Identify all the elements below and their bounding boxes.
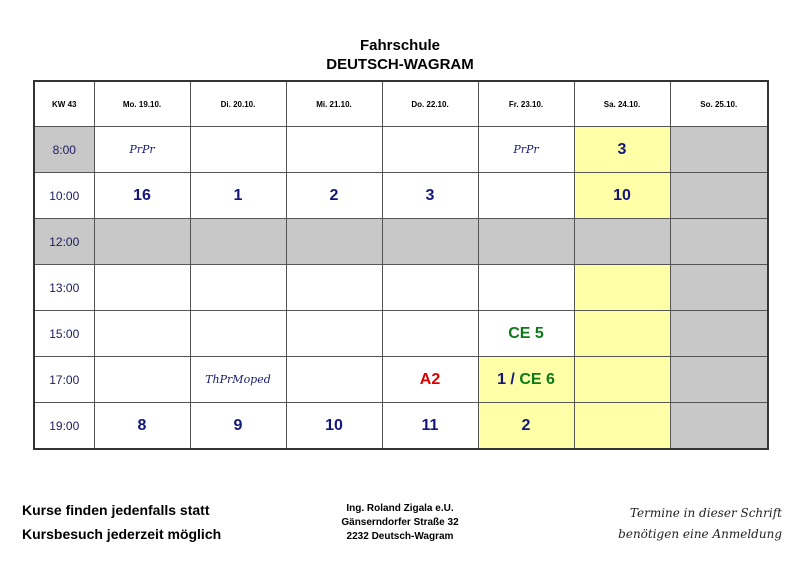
slot-cell: 1 xyxy=(190,173,286,219)
table-row xyxy=(34,173,768,219)
slot-cell xyxy=(670,127,768,173)
page-title xyxy=(0,36,800,74)
table-row xyxy=(34,357,768,403)
script-note-line: Termine in dieser Schrift xyxy=(629,506,782,520)
day-header: Do. 22.10. xyxy=(382,81,478,127)
slot-cell xyxy=(94,219,190,265)
time-cell: 17:00 xyxy=(34,357,94,403)
slot-cell xyxy=(478,219,574,265)
slot-cell xyxy=(670,311,768,357)
slot-cell xyxy=(190,311,286,357)
table-row xyxy=(34,219,768,265)
slot-cell xyxy=(94,357,190,403)
slot-cell: 3 xyxy=(382,173,478,219)
slot-cell xyxy=(286,265,382,311)
time-cell: 15:00 xyxy=(34,311,94,357)
slot-cell xyxy=(574,219,670,265)
slot-cell: PrPr xyxy=(94,127,190,173)
slot-cell: 9 xyxy=(190,403,286,450)
title-line-2: DEUTSCH-WAGRAM xyxy=(326,56,474,73)
time-cell: 13:00 xyxy=(34,265,94,311)
slot-cell xyxy=(478,173,574,219)
slot-cell xyxy=(190,219,286,265)
footer-note: Kurse finden jedenfalls statt xyxy=(22,502,210,518)
schedule-table xyxy=(33,80,769,450)
slot-cell xyxy=(382,127,478,173)
script-note-line: benötigen eine Anmeldung xyxy=(618,527,782,541)
slot-cell xyxy=(382,265,478,311)
slot-cell xyxy=(190,265,286,311)
day-header: Mo. 19.10. xyxy=(94,81,190,127)
slot-cell xyxy=(94,311,190,357)
header-row xyxy=(34,81,768,127)
slot-cell xyxy=(670,219,768,265)
slot-cell xyxy=(478,265,574,311)
slot-cell xyxy=(574,265,670,311)
day-header: Mi. 21.10. xyxy=(286,81,382,127)
slot-cell: 2 xyxy=(478,403,574,450)
time-cell: 12:00 xyxy=(34,219,94,265)
time-cell: 19:00 xyxy=(34,403,94,450)
slot-cell xyxy=(574,357,670,403)
day-header: Di. 20.10. xyxy=(190,81,286,127)
footer-notes xyxy=(22,498,221,546)
footer-note: Kursbesuch jederzeit möglich xyxy=(22,526,222,542)
table-row xyxy=(34,265,768,311)
slot-cell xyxy=(574,311,670,357)
slot-cell-friday-17 xyxy=(478,357,574,403)
address-line: Gänserndorfer Straße 32 xyxy=(341,517,459,528)
slot-cell xyxy=(670,357,768,403)
slot-cell: A2 xyxy=(382,357,478,403)
slot-cell xyxy=(94,265,190,311)
day-header: So. 25.10. xyxy=(670,81,768,127)
slot-cell: 10 xyxy=(286,403,382,450)
time-cell: 10:00 xyxy=(34,173,94,219)
day-header: Sa. 24.10. xyxy=(574,81,670,127)
slot-cell: 3 xyxy=(574,127,670,173)
slot-cell xyxy=(190,127,286,173)
slot-cell: 11 xyxy=(382,403,478,450)
week-label: KW 43 xyxy=(34,81,94,127)
footer-script-note xyxy=(618,503,782,545)
slot-cell xyxy=(382,219,478,265)
footer-address xyxy=(300,502,500,544)
slot-cell: 2 xyxy=(286,173,382,219)
slot-cell xyxy=(382,311,478,357)
slot-cell: CE 5 xyxy=(478,311,574,357)
address-line: 2232 Deutsch-Wagram xyxy=(346,531,454,542)
slot-cell: ThPrMoped xyxy=(190,357,286,403)
slot-part: 1 xyxy=(497,370,506,388)
slot-cell: 16 xyxy=(94,173,190,219)
slot-cell xyxy=(670,173,768,219)
time-cell: 8:00 xyxy=(34,127,94,173)
table-row xyxy=(34,127,768,173)
slot-cell: 10 xyxy=(574,173,670,219)
address-line: Ing. Roland Zigala e.U. xyxy=(346,503,454,514)
slot-cell xyxy=(286,127,382,173)
slot-cell xyxy=(286,311,382,357)
slot-cell xyxy=(670,403,768,450)
slot-cell xyxy=(286,357,382,403)
slot-cell xyxy=(670,265,768,311)
day-header: Fr. 23.10. xyxy=(478,81,574,127)
slot-part: / xyxy=(505,370,520,388)
slot-cell: 8 xyxy=(94,403,190,450)
table-row xyxy=(34,403,768,450)
table-row xyxy=(34,311,768,357)
slot-cell xyxy=(574,403,670,450)
slot-cell xyxy=(286,219,382,265)
title-line-1: Fahrschule xyxy=(359,37,441,54)
slot-cell: PrPr xyxy=(478,127,574,173)
slot-part: CE 6 xyxy=(519,370,555,388)
